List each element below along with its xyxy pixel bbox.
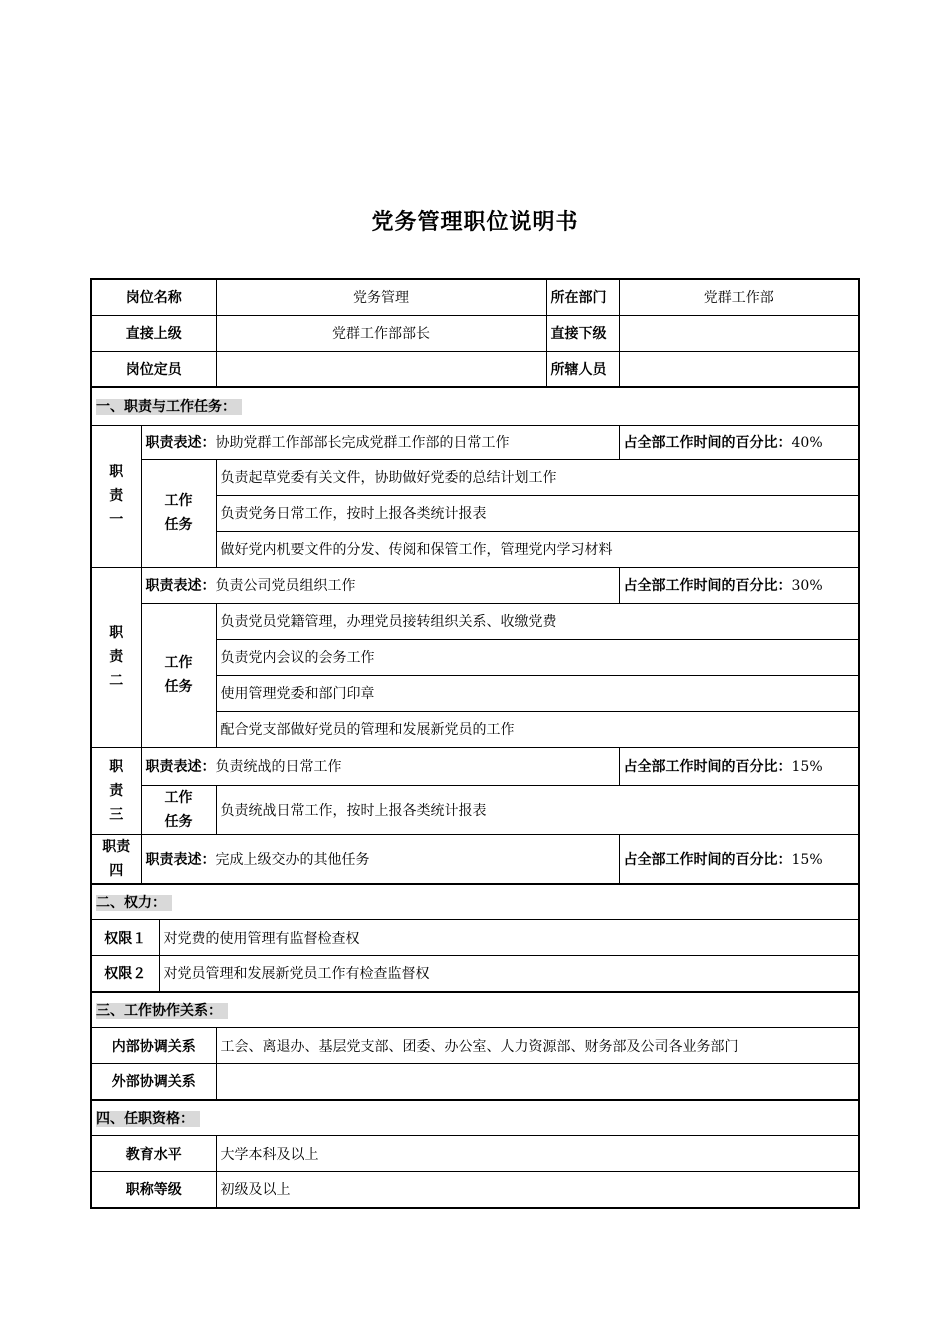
duty1-pct-cell: 占全部工作时间的百分比：40% — [619, 425, 859, 459]
duty1-task: 负责起草党委有关文件，协助做好党委的总结计划工作 — [216, 459, 859, 495]
external-value — [216, 1064, 859, 1100]
duty2-task: 配合党支部做好党员的管理和发展新党员的工作 — [216, 711, 859, 747]
duty1-desc: 协助党群工作部部长完成党群工作部的日常工作 — [215, 435, 510, 451]
duty2-task: 负责党内会议的会务工作 — [216, 639, 859, 675]
duty4-desc-cell: 职责表述：完成上级交办的其他任务 — [141, 834, 619, 884]
staff-value — [619, 351, 859, 387]
internal-label: 内部协调关系 — [91, 1028, 216, 1064]
section3-title: 三、工作协作关系： — [91, 992, 859, 1028]
duty2-task-label: 工作 任务 — [141, 603, 216, 747]
authority-table — [90, 883, 860, 993]
dept-value: 党群工作部 — [619, 279, 859, 315]
headcount-label: 岗位定员 — [91, 351, 216, 387]
duty3-pct-cell: 占全部工作时间的百分比：15% — [619, 747, 859, 785]
post-name-label: 岗位名称 — [91, 279, 216, 315]
duties-table — [90, 386, 860, 885]
duty4-desc: 完成上级交办的其他任务 — [215, 851, 370, 868]
education-value: 大学本科及以上 — [216, 1136, 859, 1172]
staff-label: 所辖人员 — [546, 351, 619, 387]
authority1-text: 对党费的使用管理有监督检查权 — [159, 920, 859, 956]
duty2-pct-cell: 占全部工作时间的百分比：30% — [619, 567, 859, 603]
duty2-desc-cell: 职责表述：负责公司党员组织工作 — [141, 567, 619, 603]
duty3-pct: 15% — [791, 759, 823, 775]
subordinate-label: 直接下级 — [546, 315, 619, 351]
relations-table — [90, 991, 860, 1101]
duty2-task: 使用管理党委和部门印章 — [216, 675, 859, 711]
duty2-desc: 负责公司党员组织工作 — [215, 578, 356, 594]
duty4-name: 职责 四 — [91, 834, 141, 884]
duty1-name: 职 责 一 — [91, 425, 141, 567]
authority2-text: 对党员管理和发展新党员工作有检查监督权 — [159, 956, 859, 992]
section2-title: 二、权力： — [91, 884, 859, 920]
post-name-value: 党务管理 — [216, 279, 546, 315]
duty1-task: 做好党内机要文件的分发、传阅和保管工作，管理党内学习材料 — [216, 531, 859, 567]
duty3-desc-cell: 职责表述：负责统战的日常工作 — [141, 747, 619, 785]
section1-title: 一、职责与工作任务： — [91, 387, 859, 425]
duty3-task: 负责统战日常工作，按时上报各类统计报表 — [216, 785, 859, 834]
duty1-task-label: 工作 任务 — [141, 459, 216, 567]
duty3-task-label: 工作 任务 — [141, 785, 216, 834]
basic-info-table — [90, 278, 860, 388]
education-label: 教育水平 — [91, 1136, 216, 1172]
duty2-task: 负责党员党籍管理，办理党员接转组织关系、收缴党费 — [216, 603, 859, 639]
superior-label: 直接上级 — [91, 315, 216, 351]
title-level-value: 初级及以上 — [216, 1172, 859, 1208]
duty4-pct-cell: 占全部工作时间的百分比：15% — [619, 834, 859, 884]
external-label: 外部协调关系 — [91, 1064, 216, 1100]
title-level-label: 职称等级 — [91, 1172, 216, 1208]
internal-value: 工会、离退办、基层党支部、团委、办公室、人力资源部、财务部及公司各业务部门 — [216, 1028, 859, 1064]
section4-title: 四、任职资格： — [91, 1100, 859, 1136]
duty1-pct: 40% — [791, 435, 823, 451]
authority2-label: 权限２ — [91, 956, 159, 992]
duty3-name: 职 责 三 — [91, 747, 141, 834]
duty4-pct: 15% — [791, 851, 823, 868]
subordinate-value — [619, 315, 859, 351]
authority1-label: 权限１ — [91, 920, 159, 956]
duty1-task: 负责党务日常工作，按时上报各类统计报表 — [216, 495, 859, 531]
headcount-value — [216, 351, 546, 387]
page-title: 党务管理职位说明书 — [371, 210, 579, 235]
qualifications-table — [90, 1099, 860, 1209]
dept-label: 所在部门 — [546, 279, 619, 315]
duty2-pct: 30% — [791, 578, 823, 594]
duty3-desc: 负责统战的日常工作 — [215, 759, 342, 775]
duty2-name: 职 责 二 — [91, 567, 141, 747]
superior-value: 党群工作部部长 — [216, 315, 546, 351]
job-description-form — [90, 278, 860, 1209]
duty1-desc-cell: 职责表述：协助党群工作部部长完成党群工作部的日常工作 — [141, 425, 619, 459]
